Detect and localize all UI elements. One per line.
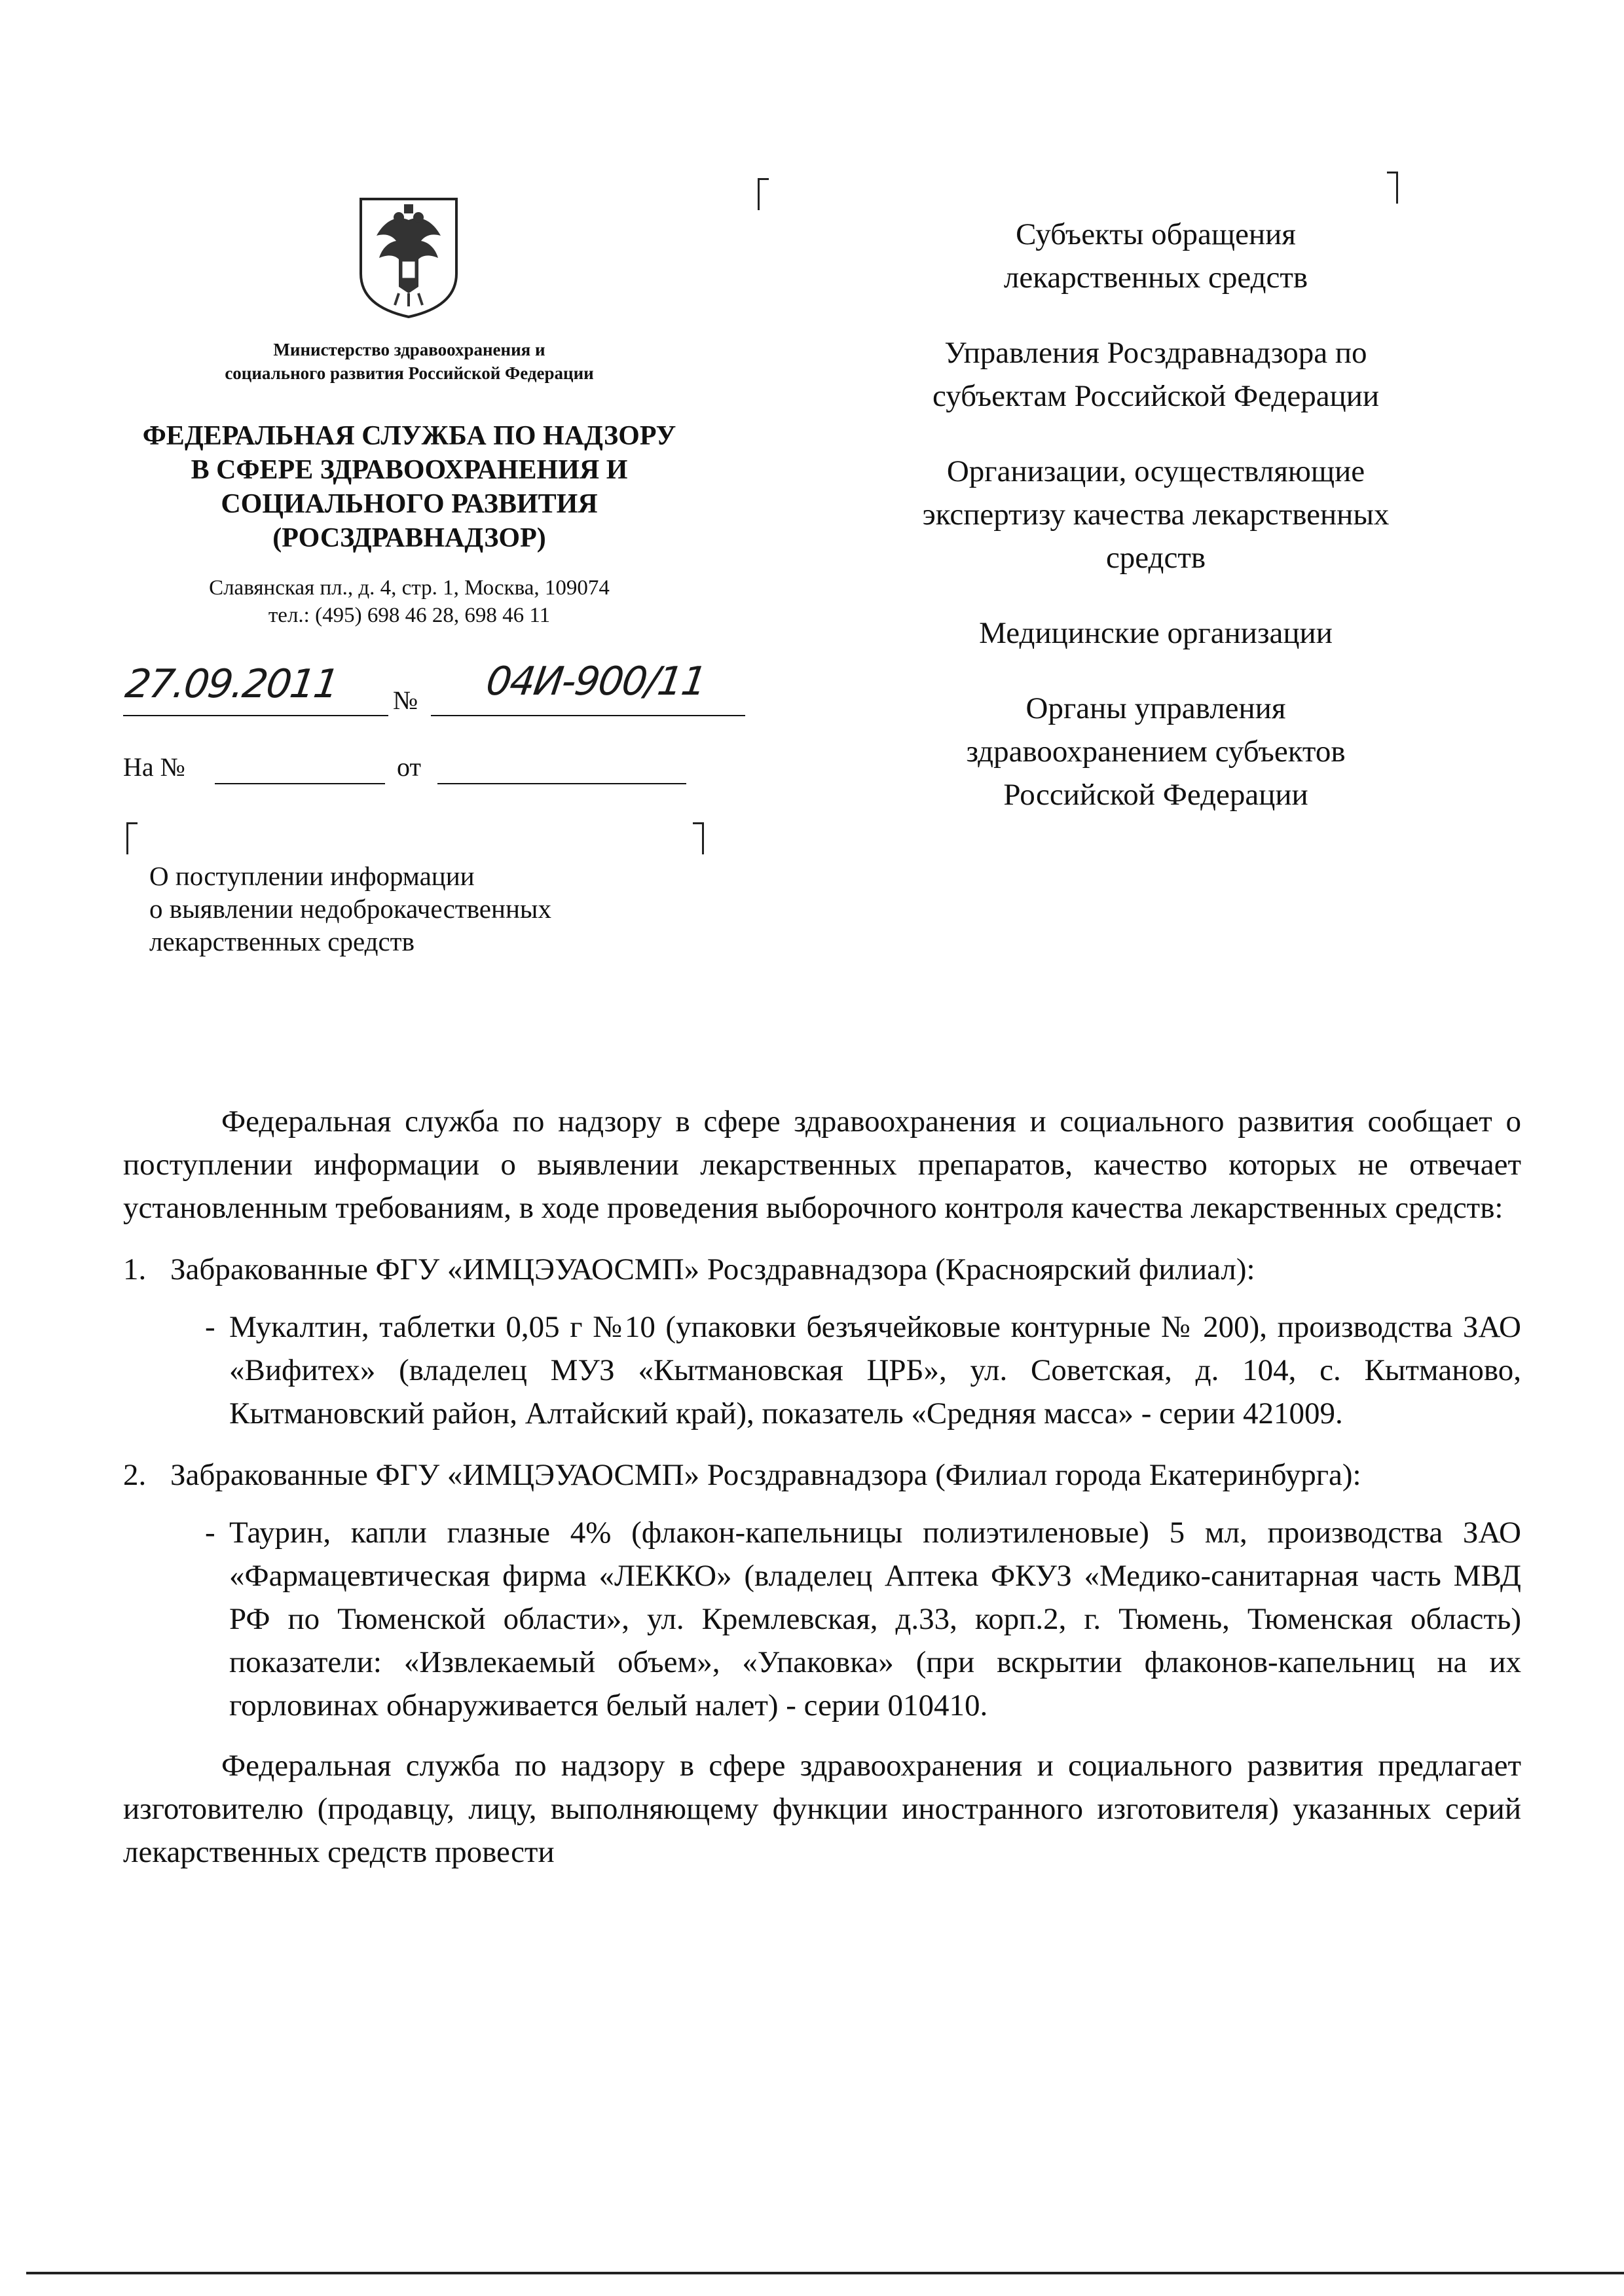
address-bracket-right [1387,172,1398,204]
letter-body [123,1100,1521,1874]
list-item-title: Забракованные ФГУ «ИМЦЭУАОСМП» Росздравнадзора (Красноярский филиал): [170,1252,1255,1286]
addressee-line: Медицинские организации [979,616,1333,650]
ministry-line: социального развития Российской Федерации [225,363,594,383]
intro-paragraph: Федеральная служба по надзору в сфере здравоохранения и социального развития сообщает о поступлении информации о выявлении лекарственных препаратов, качество которых не отвечает установленным требованиям, в ходе проведения выборочного контроля качества лекарственных средств: [123,1104,1521,1225]
addressee-list [786,213,1526,848]
reply-number-label: На № [123,752,185,782]
list-item-detail-text: Мукалтин, таблетки 0,05 г №10 (упаковки безъячейковые контурные № 200), производства ЗАО «Вифитех» (владелец МУЗ «Кытмановская ЦРБ», ул. Советская, д. 104, с. Кытманово, Кытмановский район, Алтайский край), показатель «Средняя масса» - серии 421009. [229,1310,1521,1430]
reply-reference [123,752,712,791]
list-item-detail [123,1511,1521,1727]
reply-from-label: от [397,752,421,782]
reply-date-blank [437,783,686,784]
list-item [123,1453,1521,1497]
address-bracket-left [758,178,769,210]
dash-bullet: - [205,1310,215,1344]
addressee-line: Российской Федерации [1003,778,1308,812]
list-item-detail [123,1305,1521,1435]
addressee-line: субъектам Российской Федерации [932,379,1380,413]
addressee-block [786,331,1526,418]
addressee-line: Организации, осуществляющие [946,454,1365,488]
subject-line: О поступлении информации [149,861,475,891]
list-item-detail-text: Таурин, капли глазные 4% (флакон-капельницы полиэтиленовые) 5 мл, производства ЗАО «Фармацевтическая фирма «ЛЕККО» (владелец Аптека ФКУЗ «Медико-санитарная часть МВД РФ по Тюменской области», ул. Кремлевская, д.33, корп.2, г. Тюмень, Тюменская область) показатели: «Извлекаемый объем», «Упаковка» (при вскрытии флаконов-капельниц на их горловинах обнаруживается белый налет) - серии 010410. [229,1516,1521,1722]
addressee-line: экспертизу качества лекарственных [922,498,1390,532]
subject-bracket-right [693,822,704,854]
addressee-block [786,450,1526,579]
page-bottom-rule [26,2272,1624,2274]
service-line: СОЦИАЛЬНОГО РАЗВИТИЯ [221,489,598,519]
number-underline [431,715,745,716]
addressee-block [786,611,1526,655]
ministry-name [141,338,678,385]
addressee-line: Органы управления [1025,691,1286,725]
address-line: тел.: (495) 698 46 28, 698 46 11 [268,604,551,627]
ministry-line: Министерство здравоохранения и [273,340,545,359]
service-name [98,419,720,555]
addressee-line: Субъекты обращения [1016,217,1296,251]
service-line: (РОСЗДРАВНАДЗОР) [272,523,546,553]
subject-line: лекарственных средств [149,926,415,957]
subject-line: о выявлении недоброкачественных [149,894,551,924]
addressee-line: средств [1105,541,1206,575]
subject-bracket-left [126,822,138,854]
handwritten-number: 04И-900/11 [483,659,709,704]
addressee-block [786,687,1526,816]
number-label: № [393,685,418,715]
address-line: Славянская пл., д. 4, стр. 1, Москва, 109074 [209,576,610,600]
sender-address [131,574,688,629]
reply-number-blank [215,783,385,784]
list-item-number: 1. [123,1252,147,1286]
list-item [123,1248,1521,1291]
addressee-line: здравоохранением субъектов [966,735,1346,769]
list-item-number: 2. [123,1458,147,1492]
date-underline [123,715,388,716]
addressee-line: лекарственных средств [1003,261,1308,295]
handwritten-date: 27.09.2011 [122,661,341,707]
list-item-title: Забракованные ФГУ «ИМЦЭУАОСМП» Росздравнадзора (Филиал города Екатеринбурга): [170,1458,1361,1492]
closing-paragraph: Федеральная служба по надзору в сфере здравоохранения и социального развития предлагает изготовителю (продавцу, лицу, выполняющему функции иностранного изготовителя) указанных серий лекарственных средств провести [123,1749,1521,1869]
coat-of-arms-icon [357,195,460,319]
addressee-line: Управления Росздравнадзора по [944,336,1367,370]
service-line: ФЕДЕРАЛЬНАЯ СЛУЖБА ПО НАДЗОРУ [142,421,676,451]
service-line: В СФЕРЕ ЗДРАВООХРАНЕНИЯ И [191,455,628,485]
letter-subject [149,860,686,958]
outgoing-reference [123,661,778,727]
addressee-block [786,213,1526,299]
dash-bullet: - [205,1516,215,1550]
